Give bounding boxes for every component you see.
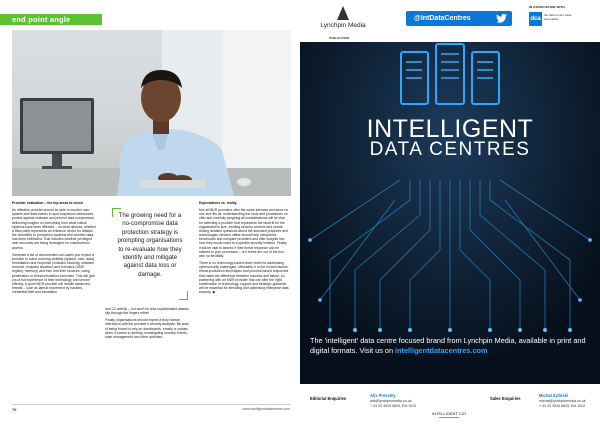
association-block: [529, 5, 595, 26]
paragraph: Not all MDR providers offer the same services and since no one size fits all, understanding the tools and procedures on offer and carefully weighing all considerations will be vital for selecting a provider that represents the ideal fit for the organisation's size, existing security controls and needs. Asking detailed questions about the standard practices and technologies vendors utilise should help companies benchmark and compare providers and offer insights into how they would react to a specific security incident. Finally, it will be vital to assess if their threat response can be tailored to your processes – or if these are out of the box, with no flexibility.: [199, 208, 289, 258]
twitter-banner[interactable]: [406, 11, 512, 26]
sales-phone: + 44 20 3026 6825, Ext 1002: [539, 404, 586, 408]
pull-quote-text: The growing need for a no-compromise data protection strategy is prompting organisations to re-evaluate how they identify and mitigate against data loss or damage.: [117, 212, 183, 278]
sales-email-link[interactable]: michal@lynchpinmedia.co.uk: [539, 399, 586, 403]
dca-logo-mark: dca: [529, 12, 542, 26]
sales-contact-name: Michal Zylinski: [539, 393, 569, 398]
headline-data-centres: DATA CENTRES: [369, 139, 531, 160]
paragraph: and C2 activity – but won't be less-sophisticated attacks slip through the fingers either.: [105, 307, 189, 316]
editorial-phone: + 44 20 3026 6825, Ext 1022: [370, 404, 417, 408]
twitter-handle[interactable]: @IntDataCentres: [414, 15, 471, 22]
section-tab-label: end point angle: [12, 15, 71, 24]
circuit-board-background: [300, 0, 600, 384]
editorial-enquiries-label: Editorial Enquiries: [310, 396, 347, 401]
section-tab: [0, 14, 102, 25]
subheading-provider-evaluation: Provider evaluation – the top areas to check: [12, 201, 84, 205]
page-number: 76: [12, 407, 17, 412]
dca-logo-text: the data centre trade association: [544, 13, 572, 21]
advert-tagline: [310, 336, 592, 356]
article-column-1: [12, 201, 97, 297]
intelligent-cio-logo: [424, 409, 474, 421]
tagline-url-link[interactable]: intelligentdatacentres.com: [395, 346, 488, 355]
contact-bar: [300, 384, 600, 424]
footer-url: www.intelligentdatacentres.com: [242, 407, 290, 411]
editorial-contact-name: Alix Pressley: [370, 393, 396, 398]
paragraph: Generate a list of documented use-cases you expect a provider to solve covering visibility (system, user, data), remediation and response (indicator blocking, malware removal, endpoint isolation) and forensics (SMP, registry, memory) and then test their services, using penetration or threat simulation exercises. This will give you a full experience of their technology and service offering. A good MDR provider will handle advanced threats – such as lateral movement by hackers, credential theft and escalation: [12, 252, 96, 295]
article-photo: [12, 30, 291, 196]
editorial-email-link[interactable]: alix@lynchpinmedia.co.uk: [370, 399, 412, 403]
pull-quote: [112, 208, 188, 300]
paragraph: An effective provider should be able to monitor user, system and data events to spot suspicious behaviours, protect against malware and prevent data compromise, delivering insights on everything from what critical systems have been affected – on what devices, whether a third-party represents an entrance vector for attacks, the downtime to production systems and whether data has been exfiltrated. That includes whether privileged user accounts are being leveraged for unauthorised access.: [12, 208, 97, 250]
article-column-2: [105, 307, 190, 342]
subheading-expectations: Expectations vs. reality: [199, 201, 237, 205]
page-footer: [12, 404, 290, 413]
twitter-bird-icon: [496, 14, 507, 23]
article-column-3: [199, 201, 289, 297]
lynchpin-media-logo: [320, 4, 366, 38]
headline-intelligent: INTELLIGENT: [366, 115, 534, 143]
dca-logo: [529, 12, 577, 26]
quote-bracket-bottom-right: [179, 291, 188, 300]
association-label: IN ASSOCIATION WITH: [529, 5, 565, 9]
man-at-computer-illustration: [12, 30, 291, 196]
paragraph: Finally, organisations should expect a truly human interaction with the provider's security analysts. Be wary of being forced to rely on dashboards, emails or portals when it comes to alerting, investigating security events, case management and other activities.: [105, 318, 189, 339]
publication-label: PUBLICATION: [329, 36, 350, 40]
svg-text:Lynchpin Media: Lynchpin Media: [320, 22, 366, 29]
sales-enquiries-label: Sales Enquiries: [490, 396, 521, 401]
paragraph: There is no technology-based silver bullet for addressing cybersecurity challenges. Ultimately, it is the human factors, threat-production techniques and process-based responses that make the difference between success and failure, so partnering with an MDR provider that can offer the right combination of technology, support and strategic guidance will be essential for elevating and optimising enterprise data security. ◆: [199, 261, 289, 295]
advert-page: [300, 0, 600, 424]
advert-header: [300, 0, 600, 42]
svg-text:INTELLIGENT CIO: INTELLIGENT CIO: [432, 411, 466, 416]
tagline-text: The 'intelligent' data centre focused brand from Lynchpin Media, available in print and digital formats. Visit us on: [310, 336, 586, 355]
